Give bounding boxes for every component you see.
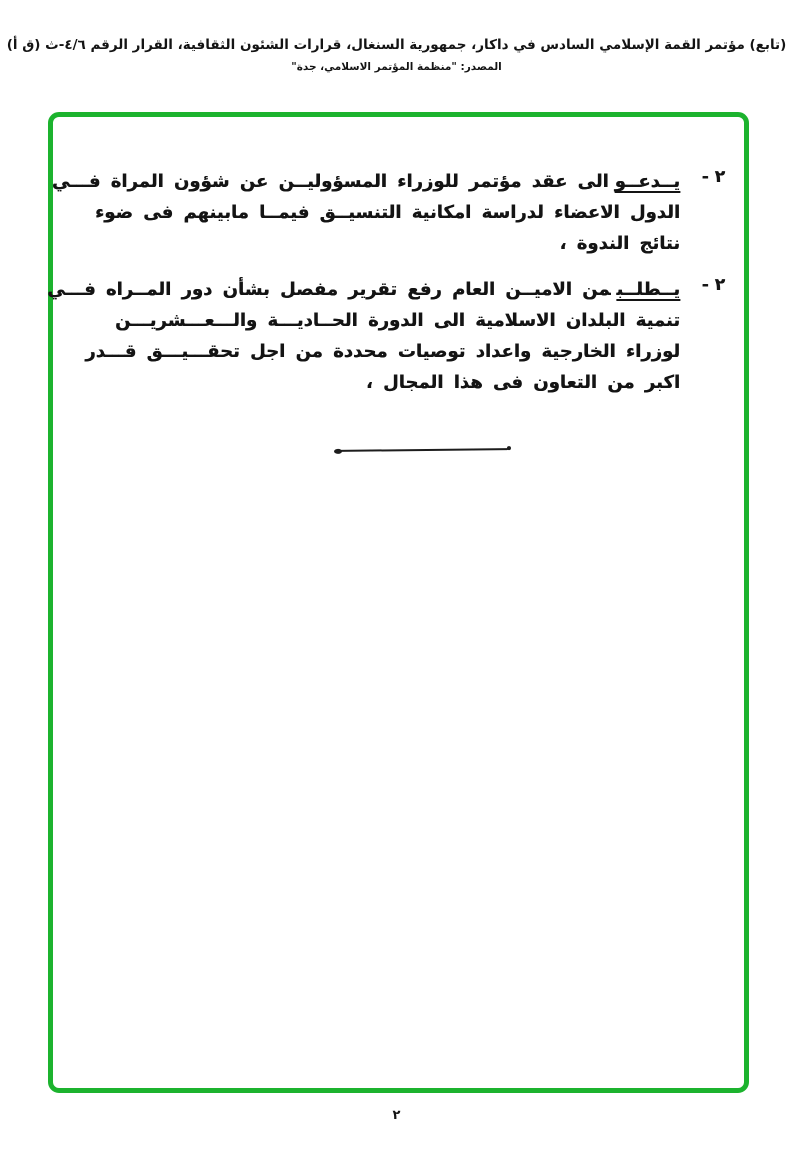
- text-line: لوزراء الخارجية واعداد توصيات محددة من اجل تحقـــيـــق قـــدر: [85, 341, 680, 362]
- line-text: الى عقد مؤتمر للوزراء المسؤوليــن عن شؤون المراة فـــي: [51, 171, 609, 192]
- text-line: اكبر من التعاون فى هذا المجال ،: [365, 372, 680, 393]
- header-line1: (تابع) مؤتمر القمة الإسلامي السادس في داكار، جمهورية السنغال، قرارات الشئون الثقافية، القرار الرقم ٤/٦-ث (ق أ): [6, 37, 787, 53]
- line-text: من الاميــن العام رفع تقرير مفصل بشأن دور المــراه فـــي: [47, 279, 611, 300]
- resolution-number: ٢ -: [701, 275, 725, 295]
- resolution-item: [47, 274, 725, 398]
- resolution-text: [47, 274, 680, 398]
- underlined-verb: يــدعــو: [614, 171, 680, 192]
- resolution-text: [51, 166, 680, 259]
- header-line2: المصدر: "منظمة المؤتمر الاسلامي، جدة": [291, 61, 502, 73]
- text-line: نتائج الندوة ،: [559, 233, 680, 254]
- page-number: ٢: [392, 1108, 401, 1123]
- resolution-number: ٢ -: [701, 167, 725, 187]
- text-line: [51, 166, 680, 197]
- text-line: الدول الاعضاء لدراسة امكانية التنسيــق فيمــا مابينهم فى ضوء: [94, 202, 680, 223]
- text-line: تنمية البلدان الاسلامية الى الدورة الحــاديـــة والـــعـــشريـــن: [114, 310, 680, 331]
- text-line: [47, 274, 680, 305]
- document-body: [47, 166, 725, 398]
- document-header: [0, 36, 793, 73]
- underlined-verb: يــطلــب: [616, 279, 680, 300]
- resolution-item: [51, 166, 725, 259]
